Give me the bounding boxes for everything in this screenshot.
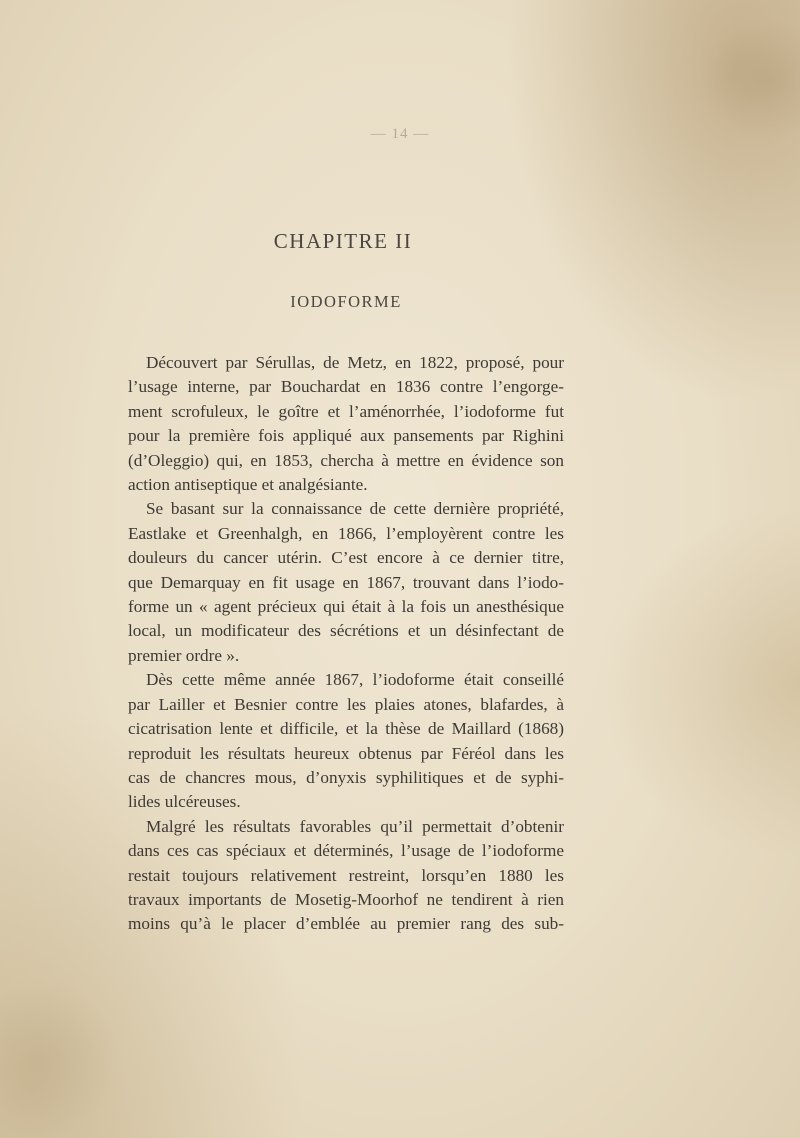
text-line: action antiseptique et analgésiante. [128, 475, 368, 495]
paper-stain [700, 20, 800, 140]
text-line: restait toujours relativement restreint, lorsqu’en 1880 les [128, 865, 564, 885]
paragraph [128, 668, 564, 814]
text-line: Eastlake et Greenhalgh, en 1866, l’employèrent contre les [128, 523, 564, 543]
text-line: que Demarquay en fit usage en 1867, trouvant dans l’iodo- [128, 572, 564, 592]
body-text [128, 351, 564, 937]
text-line: travaux importants de Mosetig-Moorhof ne tendirent à rien [128, 889, 564, 909]
text-line: premier ordre ». [128, 645, 240, 665]
text-line: reproduit les résultats heureux obtenus par Féréol dans les [128, 743, 564, 763]
text-line: cicatrisation lente et difficile, et la thèse de Maillard (1868) [128, 719, 564, 739]
text-line: l’usage interne, par Bouchardat en 1836 contre l’engorge- [128, 377, 564, 397]
text-line: Se basant sur la connaissance de cette dernière propriété, [146, 499, 564, 519]
text-line: (d’Oleggio) qui, en 1853, chercha à mettre en évidence son [128, 450, 564, 470]
text-line: moins qu’à le placer d’emblée au premier rang des sub- [128, 914, 564, 934]
text-line: Découvert par Sérullas, de Metz, en 1822, proposé, pour [146, 353, 564, 372]
text-line: dans ces cas spéciaux et déterminés, l’usage de l’iodoforme [128, 841, 564, 861]
text-line: ment scrofuleux, le goître et l’aménorrhée, l’iodoforme fut [128, 401, 564, 421]
text-line: local, un modificateur des sécrétions et un désinfectant de [128, 621, 564, 641]
chapter-title: CHAPITRE II [273, 229, 413, 253]
page-number: — 14 — [370, 126, 430, 142]
text-line: pour la première fois appliqué aux pansements par Righini [128, 426, 564, 446]
text-line: Malgré les résultats favorables qu’il permettait d’obtenir [146, 816, 564, 836]
text-line: forme un « agent précieux qui était à la fois un anesthésique [128, 597, 564, 617]
paper-stain [0, 980, 120, 1138]
paragraph [128, 497, 564, 668]
paragraph [128, 351, 564, 497]
text-line: cas de chancres mous, d’onyxis syphilitiques et de syphi- [128, 767, 564, 787]
paragraph [128, 815, 564, 937]
section-title: IODOFORME [290, 292, 402, 311]
text-line: par Lailler et Besnier contre les plaies atones, blafardes, à [128, 694, 564, 714]
text-line: douleurs du cancer utérin. C’est encore à ce dernier titre, [128, 548, 564, 568]
text-line: lides ulcéreuses. [128, 792, 241, 812]
text-line: Dès cette même année 1867, l’iodoforme était conseillé [146, 670, 564, 690]
